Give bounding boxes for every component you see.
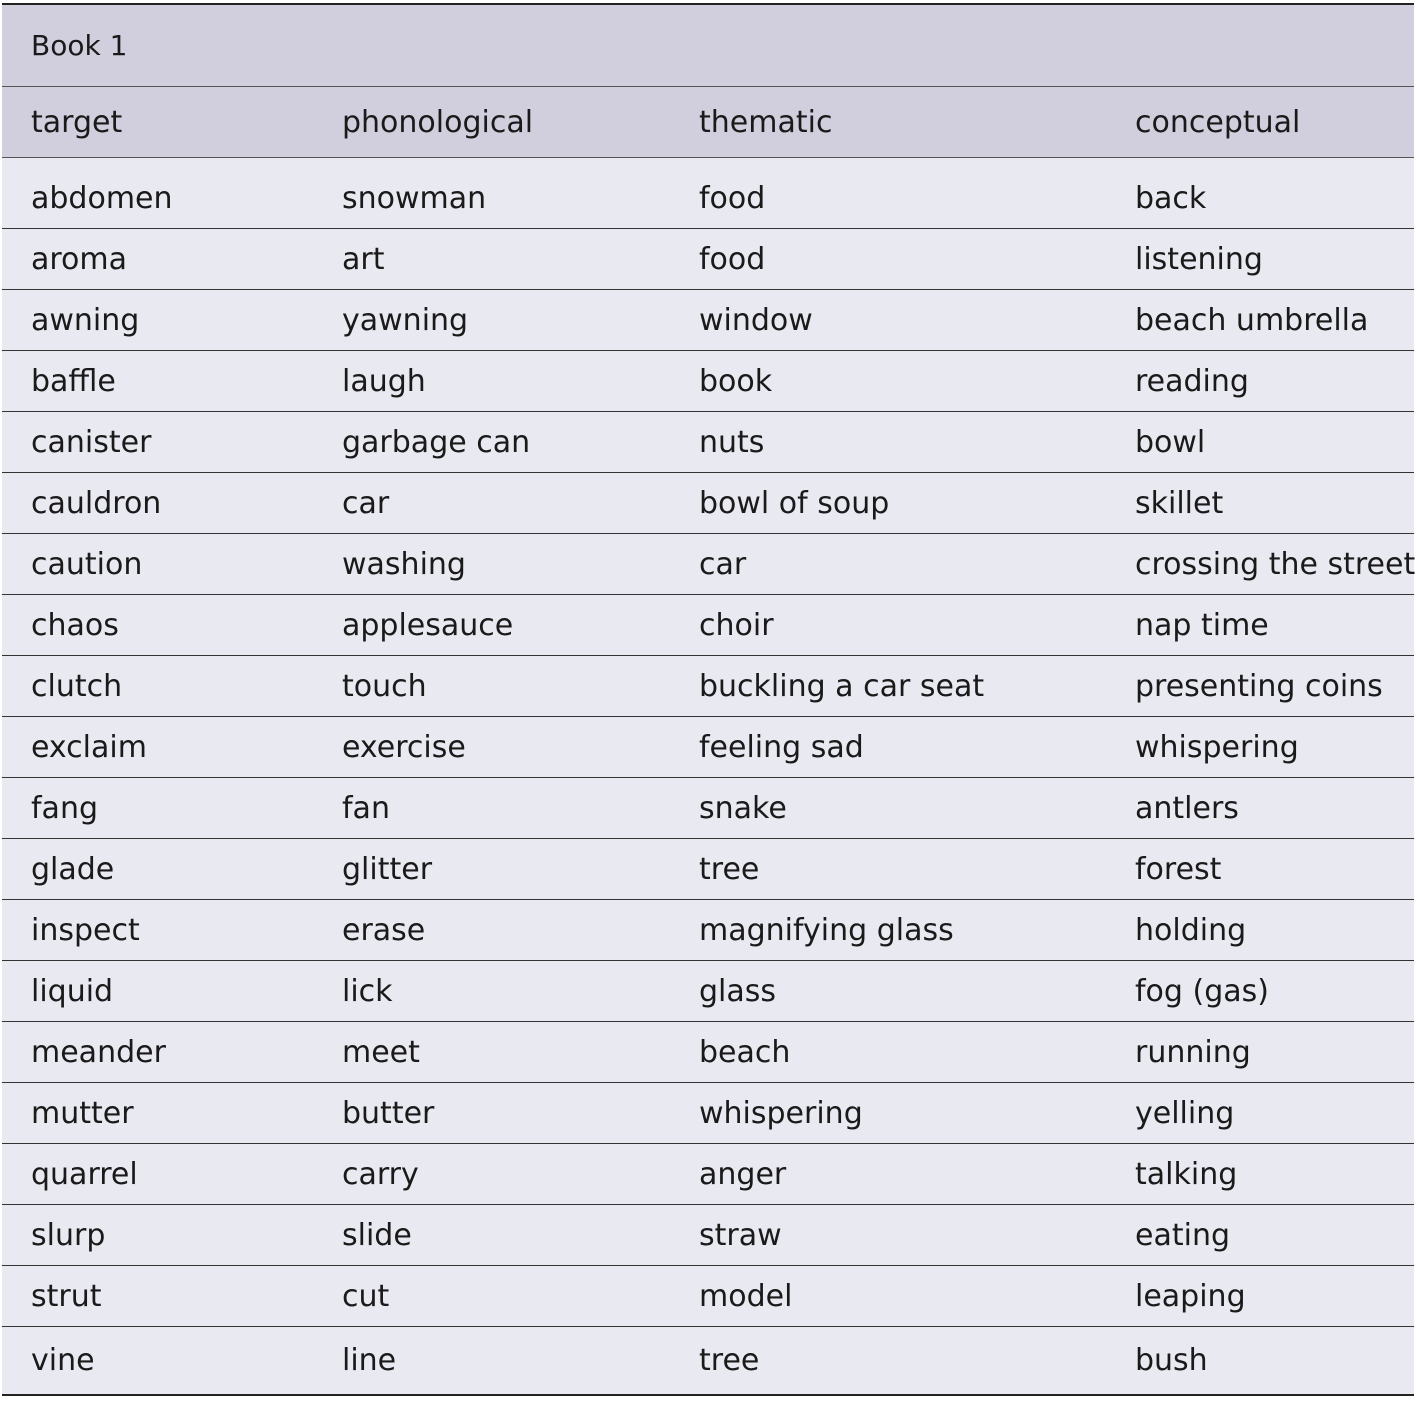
cell-target: strut xyxy=(31,1278,102,1314)
cell-phonological: carry xyxy=(342,1156,419,1192)
cell-thematic: tree xyxy=(699,851,760,887)
cell-target: vine xyxy=(31,1343,95,1378)
cell-conceptual: holding xyxy=(1135,912,1247,948)
column-header-thematic: thematic xyxy=(699,104,833,140)
table-row xyxy=(2,595,1414,656)
cell-phonological: car xyxy=(342,485,390,521)
table-row xyxy=(2,900,1414,961)
table-row xyxy=(2,412,1414,473)
column-header-conceptual: conceptual xyxy=(1135,104,1301,140)
table-row xyxy=(2,473,1414,534)
cell-thematic: magnifying glass xyxy=(699,912,954,948)
cell-conceptual: presenting coins xyxy=(1135,668,1383,704)
cell-target: baffle xyxy=(31,363,116,399)
table-row xyxy=(2,290,1414,351)
cell-phonological: line xyxy=(342,1343,397,1378)
table-row xyxy=(2,534,1414,595)
cell-conceptual: crossing the street xyxy=(1135,546,1416,582)
table-row xyxy=(2,1205,1414,1266)
cell-conceptual: leaping xyxy=(1135,1278,1246,1314)
cell-conceptual: nap time xyxy=(1135,607,1269,643)
cell-thematic: window xyxy=(699,302,813,338)
cell-thematic: tree xyxy=(699,1343,760,1378)
cell-thematic: nuts xyxy=(699,424,765,460)
cell-thematic: food xyxy=(699,181,766,216)
cell-phonological: art xyxy=(342,241,385,277)
cell-conceptual: bowl xyxy=(1135,424,1206,460)
cell-phonological: yawning xyxy=(342,302,469,338)
table-row xyxy=(2,351,1414,412)
cell-conceptual: skillet xyxy=(1135,485,1224,521)
cell-thematic: anger xyxy=(699,1156,787,1192)
cell-conceptual: fog (gas) xyxy=(1135,973,1269,1009)
cell-thematic: book xyxy=(699,363,773,399)
cell-target: mutter xyxy=(31,1095,134,1131)
table-row xyxy=(2,961,1414,1022)
table-row xyxy=(2,1144,1414,1205)
table-caption-text: Book 1 xyxy=(31,29,128,62)
table-row xyxy=(2,778,1414,839)
cell-target: caution xyxy=(31,546,143,582)
cell-conceptual: forest xyxy=(1135,851,1222,887)
cell-phonological: meet xyxy=(342,1034,420,1070)
cell-phonological: glitter xyxy=(342,851,433,887)
cell-target: fang xyxy=(31,790,99,826)
header-spacer xyxy=(2,158,1414,169)
cell-target: quarrel xyxy=(31,1156,138,1192)
cell-conceptual: talking xyxy=(1135,1156,1238,1192)
table-row xyxy=(2,1266,1414,1327)
cell-phonological: exercise xyxy=(342,729,466,765)
cell-thematic: choir xyxy=(699,607,774,643)
cell-thematic: bowl of soup xyxy=(699,485,890,521)
table-row xyxy=(2,1022,1414,1083)
table-row xyxy=(2,229,1414,290)
cell-phonological: washing xyxy=(342,546,466,582)
cell-conceptual: eating xyxy=(1135,1217,1230,1253)
cell-thematic: feeling sad xyxy=(699,729,864,765)
cell-thematic: straw xyxy=(699,1217,782,1253)
cell-target: aroma xyxy=(31,241,128,277)
column-header-phonological: phonological xyxy=(342,104,534,140)
cell-conceptual: yelling xyxy=(1135,1095,1235,1131)
cell-phonological: laugh xyxy=(342,363,426,399)
cell-phonological: lick xyxy=(342,973,393,1009)
cell-thematic: food xyxy=(699,241,766,277)
cell-conceptual: whispering xyxy=(1135,729,1299,765)
cell-thematic: beach xyxy=(699,1034,791,1070)
cell-phonological: snowman xyxy=(342,181,487,216)
cell-phonological: garbage can xyxy=(342,424,531,460)
cell-target: exclaim xyxy=(31,729,147,765)
table-header-row xyxy=(2,87,1414,158)
table-row xyxy=(2,1327,1414,1394)
cell-phonological: cut xyxy=(342,1278,390,1314)
table-row xyxy=(2,839,1414,900)
cell-conceptual: beach umbrella xyxy=(1135,302,1369,338)
cell-conceptual: back xyxy=(1135,181,1207,216)
table-body xyxy=(2,169,1414,1394)
cell-thematic: car xyxy=(699,546,747,582)
cell-phonological: slide xyxy=(342,1217,412,1253)
cell-target: glade xyxy=(31,851,115,887)
table-caption xyxy=(2,5,1414,87)
cell-phonological: erase xyxy=(342,912,426,948)
cell-conceptual: running xyxy=(1135,1034,1251,1070)
cell-target: awning xyxy=(31,302,140,338)
cell-phonological: fan xyxy=(342,790,390,826)
cell-conceptual: reading xyxy=(1135,363,1249,399)
cell-target: inspect xyxy=(31,912,140,948)
cell-phonological: touch xyxy=(342,668,427,704)
cell-target: cauldron xyxy=(31,485,162,521)
cell-target: meander xyxy=(31,1034,166,1070)
cell-target: chaos xyxy=(31,607,119,643)
cell-conceptual: bush xyxy=(1135,1343,1208,1378)
table-row xyxy=(2,1083,1414,1144)
column-header-target: target xyxy=(31,104,123,140)
cell-phonological: applesauce xyxy=(342,607,514,643)
table-row xyxy=(2,656,1414,717)
cell-target: slurp xyxy=(31,1217,106,1253)
cell-conceptual: antlers xyxy=(1135,790,1239,826)
cell-target: liquid xyxy=(31,973,114,1009)
table-row xyxy=(2,717,1414,778)
cell-phonological: butter xyxy=(342,1095,435,1131)
cell-thematic: snake xyxy=(699,790,787,826)
table-row xyxy=(2,169,1414,229)
cell-target: canister xyxy=(31,424,152,460)
word-table xyxy=(2,3,1414,1396)
cell-target: clutch xyxy=(31,668,123,704)
cell-thematic: buckling a car seat xyxy=(699,668,985,704)
cell-target: abdomen xyxy=(31,181,173,216)
cell-thematic: whispering xyxy=(699,1095,863,1131)
cell-conceptual: listening xyxy=(1135,241,1263,277)
cell-thematic: glass xyxy=(699,973,777,1009)
cell-thematic: model xyxy=(699,1278,793,1314)
